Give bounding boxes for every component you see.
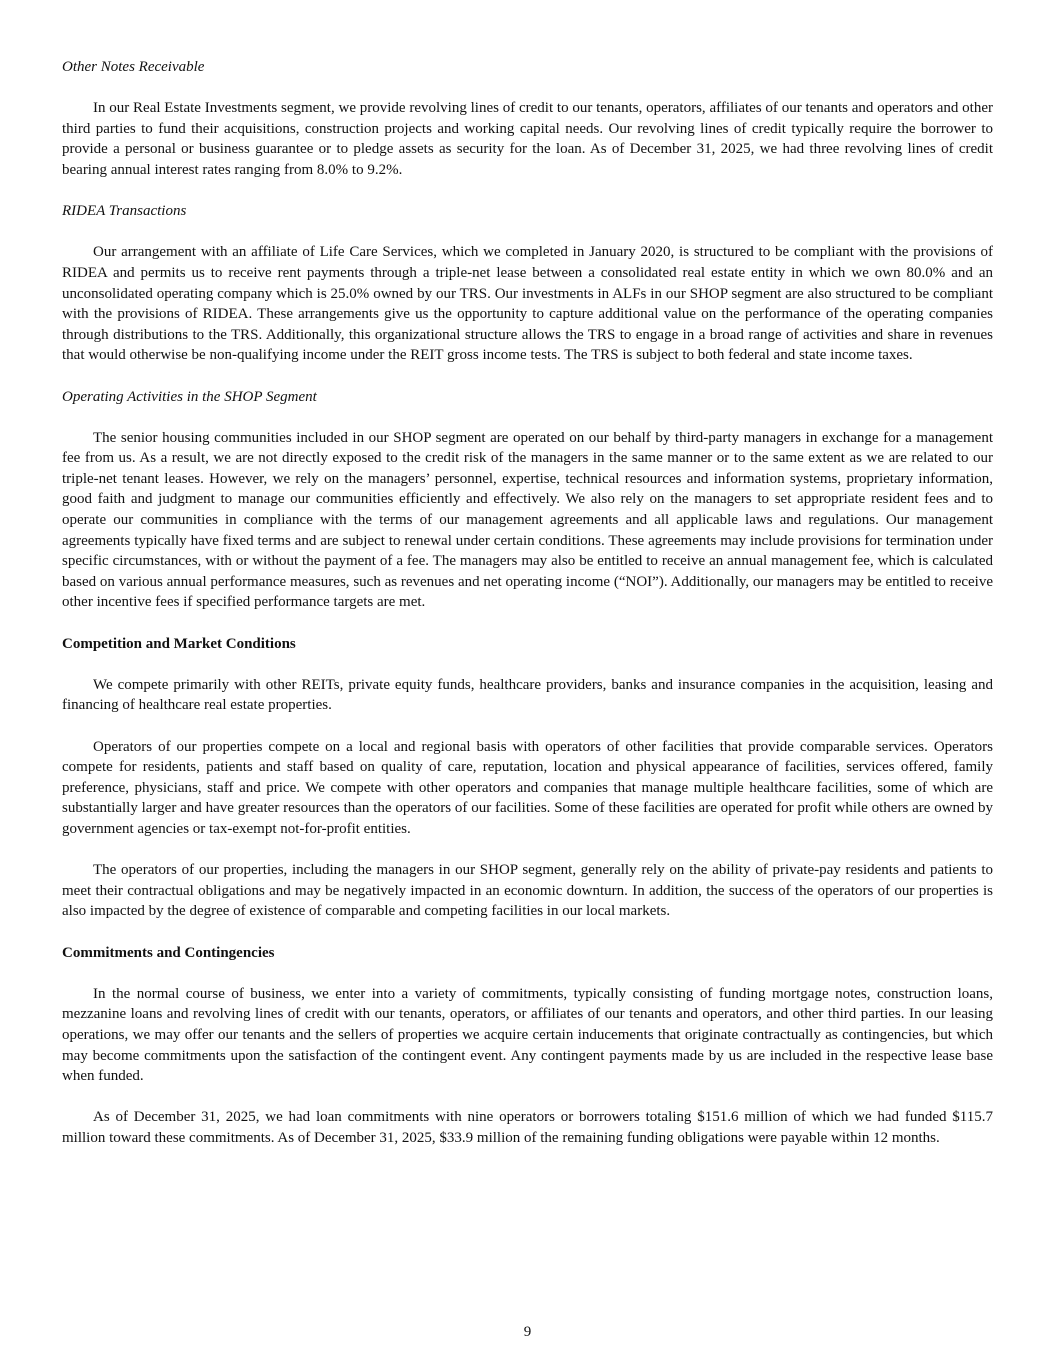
section-heading-ridea-transactions: RIDEA Transactions: [62, 203, 187, 220]
spacer: [62, 654, 993, 675]
section-heading-operating-activities-shop: Operating Activities in the SHOP Segment: [62, 388, 317, 405]
spacer: [62, 78, 993, 99]
document-page: [62, 57, 993, 1148]
spacer: [62, 922, 993, 943]
paragraph-competition-1: We compete primarily with other REITs, private equity funds, healthcare providers, banks and insurance companies in the acquisition, leasing and financing of healthcare real estate properties.: [62, 676, 993, 714]
paragraph-commitments-1: In the normal course of business, we enter into a variety of commitments, typically consisting of funding mortgage notes, construction loans, mezzanine loans and revolving lines of credit with our tenants, operators, or affiliates of our tenants and operators, and other third parties. In our leasing operations, we may offer our tenants and the sellers of properties we acquire certain inducements that originate contractually as contingencies, but which may become commitments upon the satisfaction of the contingent event. Any contingent payments made by us are included in the respective lease base when funded.: [62, 985, 993, 1085]
paragraph-competition-2: Operators of our properties compete on a local and regional basis with operators of other facilities that provide comparable services. Operators compete for residents, patients and staff based on quality of care, reputation, location and physical appearance of facilities, services offered, family preference, physicians, staff and price. We compete with other operators and companies that manage multiple healthcare facilities, some of which are substantially larger and have greater resources than the operators of our facilities. Some of these facilities are operated for profit while others are owned by government agencies or tax-exempt not-for-profit entities.: [62, 738, 993, 837]
paragraph-operating-activities-shop: The senior housing communities included in our SHOP segment are operated on our behalf by third-party managers in exchange for a management fee from us. As a result, we are not directly exposed to the credit risk of the managers in the same manner or to the same extent as we are related to our triple-net tenant leases. However, we rely on the managers’ personnel, expertise, technical resources and information systems, proprietary information, good faith and judgment to manage our communities efficiently and effectively. We also rely on the managers to set appropriate resident fees and to operate our communities in compliance with the terms of our management agreements and all applicable laws and regulations. Our management agreements typically have fixed terms and are subject to renewal under certain conditions. These agreements may include provisions for termination under specific circumstances, with or without the payment of a fee. The managers may also be entitled to receive an annual management fee, which is calculated based on various annual performance measures, such as revenues and net operating income (“NOI”). Additionally, our managers may be entitled to receive other incentive fees if specified performance targets are met.: [62, 429, 993, 611]
section-heading-other-notes-receivable: Other Notes Receivable: [62, 59, 205, 75]
section-heading-competition: Competition and Market Conditions: [62, 635, 296, 652]
spacer: [62, 366, 993, 387]
paragraph-commitments-2: As of December 31, 2025, we had loan commitments with nine operators or borrowers totaling $151.6 million of which we had funded $115.7 million toward these commitments. As of December 31, 2025, $33.9 million of the remaining funding obligations were payable within 12 months.: [62, 1109, 993, 1146]
spacer: [62, 1087, 993, 1108]
spacer: [62, 181, 993, 202]
spacer: [62, 613, 993, 634]
paragraph-competition-3: The operators of our properties, including the managers in our SHOP segment, generally rely on the ability of private-pay residents and patients to meet their contractual obligations and may be negatively impacted in an economic downturn. In addition, the success of the operators of our properties is also impacted by the degree of existence of comparable and competing facilities in our local markets.: [62, 862, 993, 920]
section-heading-commitments: Commitments and Contingencies: [62, 944, 275, 961]
spacer: [62, 222, 993, 243]
spacer: [62, 716, 993, 737]
paragraph-ridea-transactions: Our arrangement with an affiliate of Life Care Services, which we completed in January 2020, is structured to be compliant with the provisions of RIDEA and permits us to receive rent payments through a triple-net lease between a consolidated real estate entity in which we own 80.0% and an unconsolidated operating company which is 25.0% owned by our TRS. Our investments in ALFs in our SHOP segment are also structured to be compliant with the provisions of RIDEA. These arrangements give us the opportunity to capture additional value on the performance of the operating companies through distributions to the TRS. Additionally, this organizational structure allows the TRS to engage in a broad range of activities and share in revenues that would otherwise be non-qualifying income under the REIT gross income tests. The TRS is subject to both federal and state income taxes.: [62, 244, 993, 364]
paragraph-other-notes-receivable: In our Real Estate Investments segment, we provide revolving lines of credit to our tenants, operators, affiliates of our tenants and operators and other third parties to fund their acquisitions, construction projects and working capital needs. Our revolving lines of credit typically require the borrower to provide a personal or business guarantee or to pledge assets as security for the loan. As of December 31, 2025, we had three revolving lines of credit bearing annual interest rates ranging from 8.0% to 9.2%.: [62, 100, 993, 178]
page-number: 9: [523, 1324, 532, 1340]
spacer: [62, 840, 993, 861]
spacer: [62, 963, 993, 984]
spacer: [62, 407, 993, 428]
